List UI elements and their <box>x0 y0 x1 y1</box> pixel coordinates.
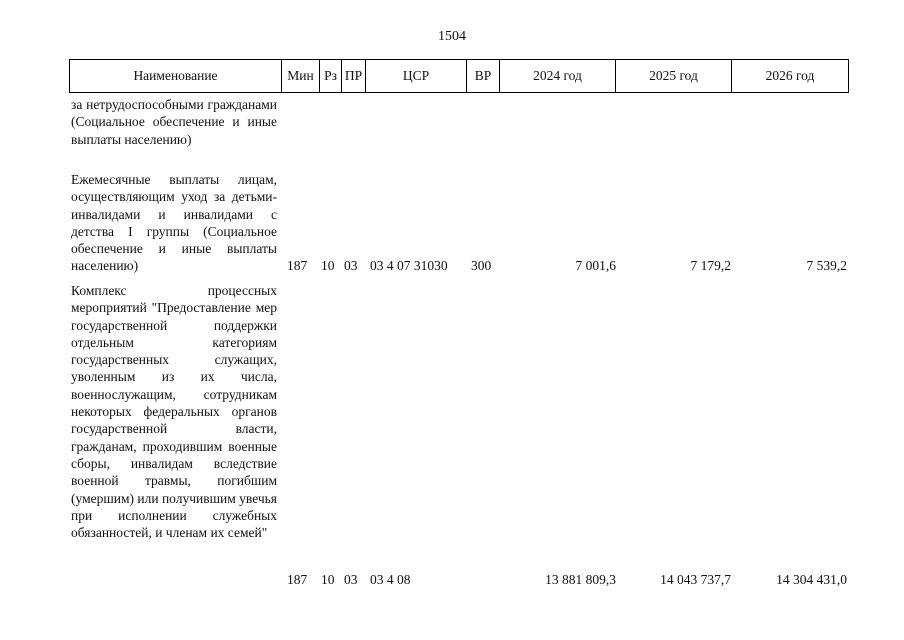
row-2025: 7 179,2 <box>690 258 731 273</box>
row-name: за нетрудоспособными гражданами (Социальное обеспечение и иные выплаты населению) <box>71 97 277 147</box>
header-min: Мин <box>282 60 320 92</box>
row-pr: 03 <box>344 258 358 273</box>
header-2026: 2026 год <box>765 68 815 83</box>
row-2024: 13 881 809,3 <box>545 572 616 587</box>
row-min: 187 <box>287 572 308 587</box>
row-2024: 7 001,6 <box>575 258 616 273</box>
row-2026: 14 304 431,0 <box>776 572 847 587</box>
header-csr: ЦСР <box>366 60 467 92</box>
row-2025: 14 043 737,7 <box>660 572 731 587</box>
page-number: 1504 <box>438 29 466 44</box>
header-name: Наименование <box>70 60 282 92</box>
row-csr: 03 4 08 <box>370 572 411 587</box>
row-vr: 300 <box>471 258 492 273</box>
row-min: 187 <box>287 258 308 273</box>
table-header <box>69 59 849 93</box>
row-name: Комплекс процессных мероприятий "Предоставление мер государственной поддержки отдельным категориям государственных служащих, уволенным из их числа, военнослужащим, сотрудникам некоторых федеральных органов государственной власти, гражданам, проходившим военные сборы, инвалидам вследствие военной травмы, погибшим (умершим) или получившим увечья при исполнении служебных обязанностей, и членам их семей" <box>71 283 278 541</box>
row-name: Ежемесячные выплаты лицам, осуществляющим уход за детьми-инвалидами и инвалидами с детства I группы (Социальное обеспечение и иные выплаты населению) <box>71 172 277 274</box>
header-2025: 2025 год <box>616 60 732 92</box>
row-rz: 10 <box>321 572 335 587</box>
row-rz: 10 <box>321 258 335 273</box>
row-pr: 03 <box>344 572 358 587</box>
header-pr: ПР <box>342 60 366 92</box>
row-2026: 7 539,2 <box>806 258 847 273</box>
header-rz: Рз <box>320 60 342 92</box>
row-csr: 03 4 07 31030 <box>370 258 448 273</box>
header-vr: ВР <box>467 60 500 92</box>
header-2024: 2024 год <box>500 60 616 92</box>
